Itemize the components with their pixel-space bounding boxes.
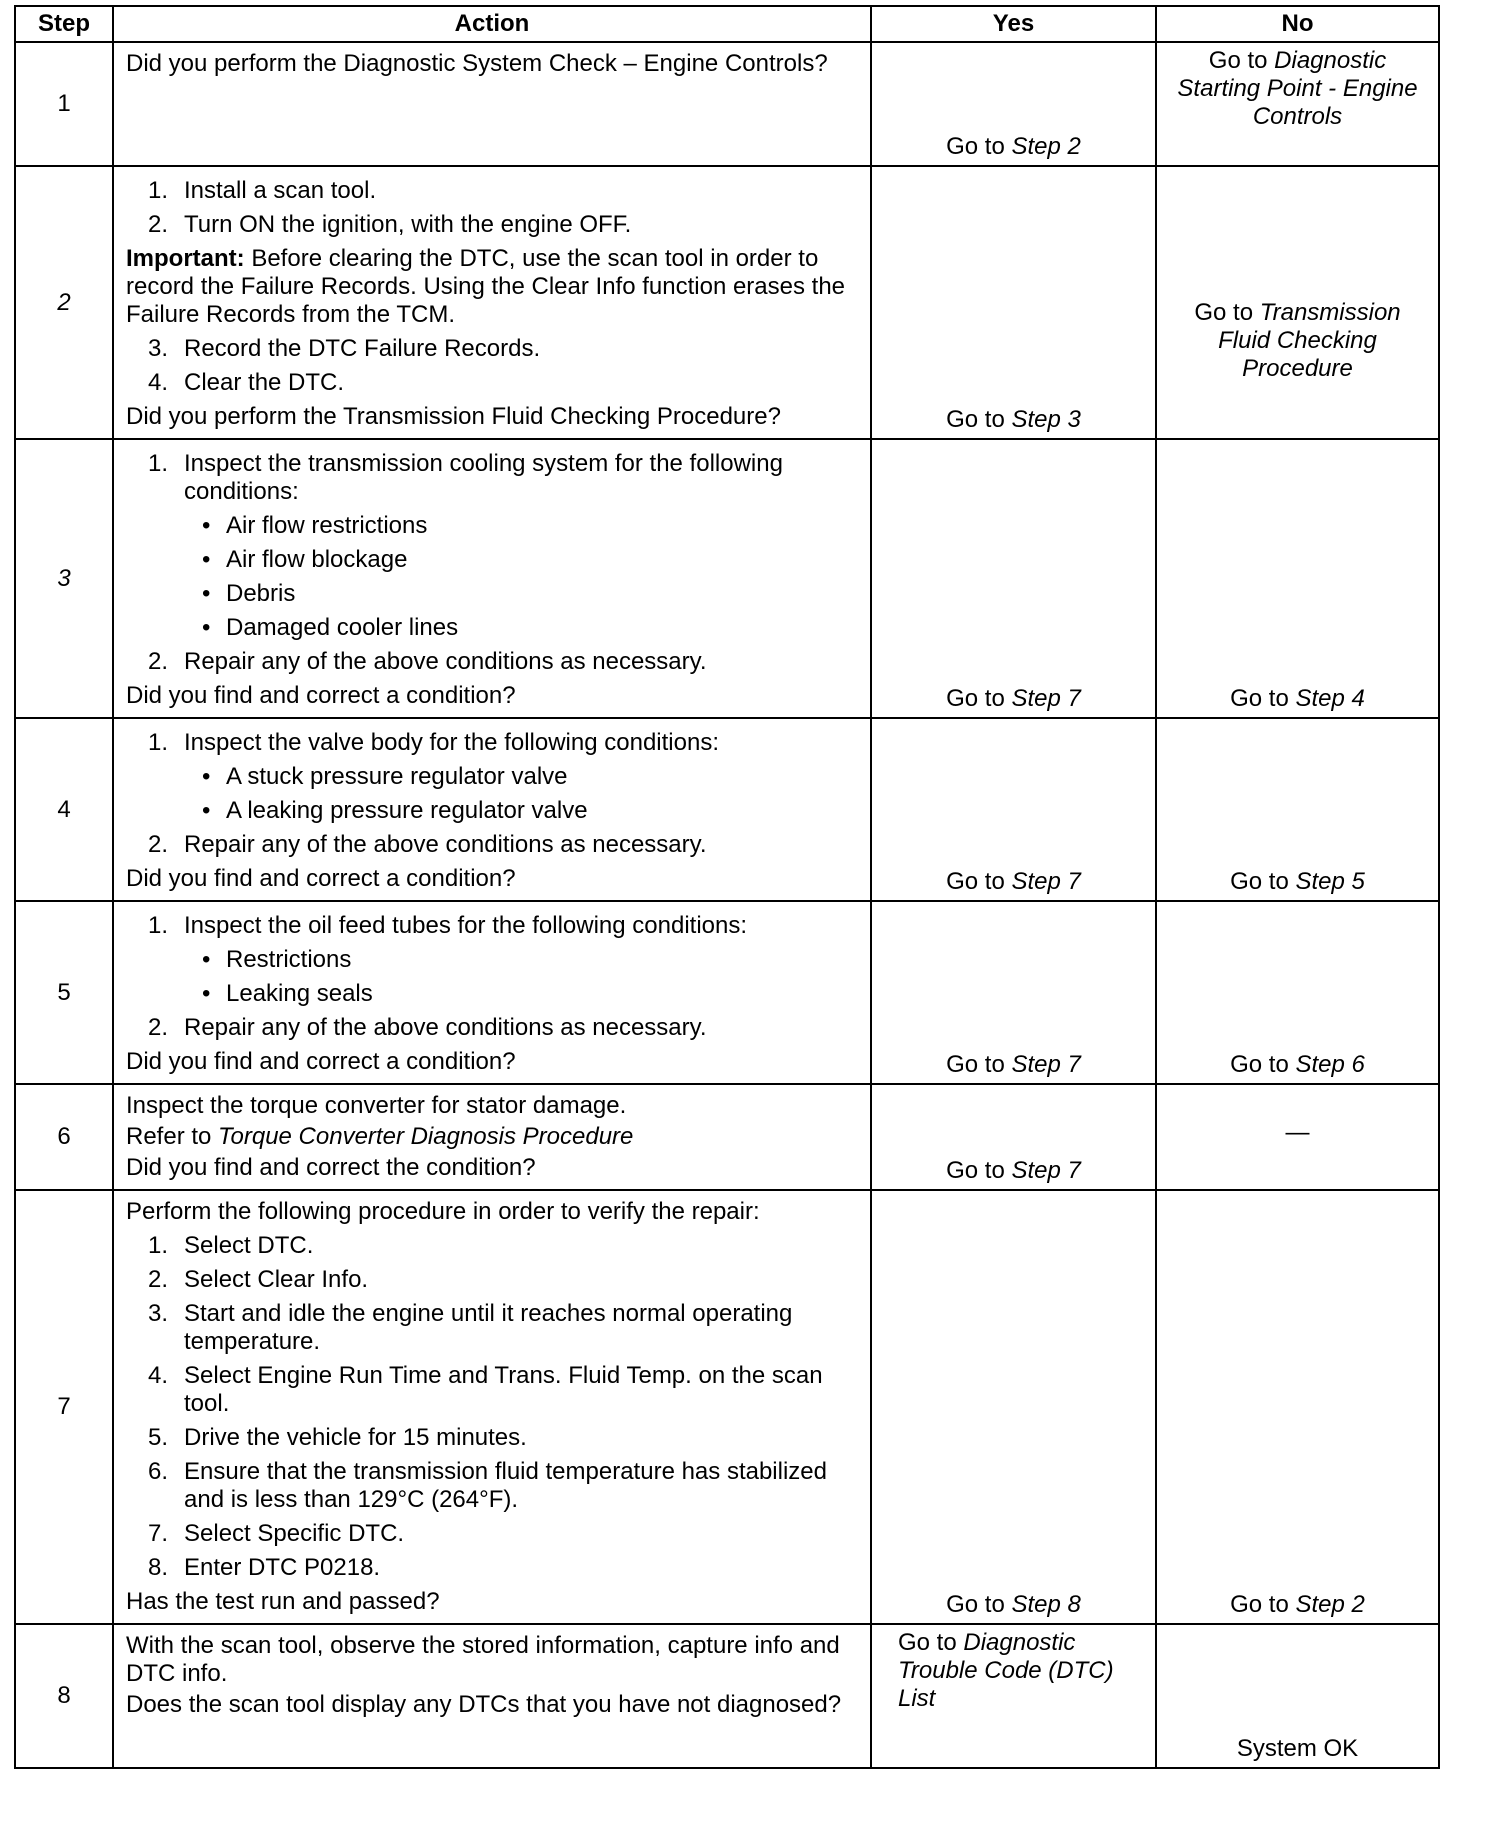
action-question: Did you perform the Transmission Fluid Checking Procedure? bbox=[126, 403, 781, 430]
action-item: 4. Clear the DTC. bbox=[148, 369, 345, 396]
yes-link[interactable] bbox=[872, 685, 1155, 713]
step-link[interactable]: Step 4 bbox=[1295, 685, 1365, 712]
bullet-item: • Leaking seals bbox=[202, 980, 373, 1007]
action-question: Did you perform the Diagnostic System Check – Engine Controls? bbox=[126, 50, 828, 77]
yes-cell bbox=[871, 439, 1156, 718]
action-cell bbox=[113, 901, 871, 1084]
no-link[interactable] bbox=[1157, 299, 1438, 383]
action-item: 2. Repair any of the above conditions as necessary. bbox=[148, 831, 707, 858]
go-to-text: Go to bbox=[898, 1629, 964, 1656]
action-cell bbox=[113, 42, 871, 166]
system-ok-text: System OK bbox=[1236, 1735, 1359, 1762]
action-question: Did you find and correct a condition? bbox=[126, 1048, 516, 1075]
action-item: 6. Ensure that the transmission fluid temperature has stabilized and is less than 129°C (264°F). bbox=[148, 1458, 827, 1513]
bullet-item: • Air flow blockage bbox=[202, 546, 408, 573]
step-number: 1 bbox=[15, 42, 113, 166]
header-yes: Yes bbox=[871, 6, 1156, 42]
go-to-text: Go to bbox=[1230, 1591, 1296, 1618]
step-number: 6 bbox=[15, 1084, 113, 1190]
action-item: 2. Repair any of the above conditions as necessary. bbox=[148, 1014, 707, 1041]
step-link[interactable]: Step 2 bbox=[1011, 133, 1081, 160]
table-row bbox=[15, 1624, 1439, 1768]
no-cell bbox=[1156, 901, 1439, 1084]
step-link[interactable]: Step 2 bbox=[1295, 1591, 1365, 1618]
go-to-text: Go to bbox=[1208, 47, 1275, 74]
yes-link[interactable] bbox=[872, 1157, 1155, 1185]
table-header-row bbox=[15, 6, 1439, 42]
go-to-text: Go to bbox=[1194, 299, 1260, 326]
go-to-text: Go to bbox=[1230, 685, 1296, 712]
action-text: Inspect the torque converter for stator damage. bbox=[126, 1092, 627, 1119]
procedure-link[interactable]: Torque Converter Diagnosis Procedure bbox=[218, 1123, 634, 1150]
bullet-item: • Damaged cooler lines bbox=[202, 614, 459, 641]
yes-link[interactable] bbox=[872, 1051, 1155, 1079]
step-link[interactable]: Step 3 bbox=[1011, 406, 1081, 433]
no-cell bbox=[1156, 1624, 1439, 1768]
table-row bbox=[15, 166, 1439, 439]
table-row bbox=[15, 439, 1439, 718]
no-cell bbox=[1156, 166, 1439, 439]
go-to-text: Go to bbox=[1230, 1051, 1296, 1078]
diagnostic-table bbox=[14, 5, 1440, 1769]
go-to-text: Go to bbox=[946, 133, 1012, 160]
no-link[interactable] bbox=[1157, 868, 1438, 896]
step-link[interactable]: Step 7 bbox=[1011, 868, 1081, 895]
procedure-link[interactable]: Diagnostic Starting Point - Engine Controls bbox=[1177, 47, 1418, 130]
no-link[interactable] bbox=[1157, 1051, 1438, 1079]
no-cell bbox=[1156, 1190, 1439, 1624]
action-question: Did you find and correct a condition? bbox=[126, 682, 516, 709]
action-item: 2. Repair any of the above conditions as necessary. bbox=[148, 648, 707, 675]
header-step: Step bbox=[15, 6, 113, 42]
important-label: Important: bbox=[126, 245, 245, 272]
yes-link[interactable] bbox=[872, 1591, 1155, 1619]
action-cell bbox=[113, 1624, 871, 1768]
action-question: Has the test run and passed? bbox=[126, 1588, 440, 1615]
action-text: With the scan tool, observe the stored information, capture info and DTC info. bbox=[126, 1632, 840, 1687]
action-item: 2. Select Clear Info. bbox=[148, 1266, 369, 1293]
go-to-text: Go to bbox=[1230, 868, 1296, 895]
step-number: 8 bbox=[15, 1624, 113, 1768]
step-link[interactable]: Step 6 bbox=[1295, 1051, 1365, 1078]
bullet-item: • A stuck pressure regulator valve bbox=[202, 763, 568, 790]
action-item: 2. Turn ON the ignition, with the engine OFF. bbox=[148, 211, 632, 238]
step-number: 4 bbox=[15, 718, 113, 901]
action-item: 1. Inspect the transmission cooling system for the following conditions: bbox=[148, 450, 783, 505]
yes-cell bbox=[871, 1084, 1156, 1190]
action-cell bbox=[113, 1084, 871, 1190]
yes-link[interactable] bbox=[872, 133, 1155, 161]
table-row bbox=[15, 42, 1439, 166]
action-cell bbox=[113, 1190, 871, 1624]
table-row bbox=[15, 1190, 1439, 1624]
action-item: 1. Install a scan tool. bbox=[148, 177, 377, 204]
step-number: 5 bbox=[15, 901, 113, 1084]
go-to-text: Go to bbox=[946, 868, 1012, 895]
step-number: 2 bbox=[15, 166, 113, 439]
table-row bbox=[15, 1084, 1439, 1190]
action-item: 3. Start and idle the engine until it reaches normal operating temperature. bbox=[148, 1300, 793, 1355]
action-item: 1. Inspect the oil feed tubes for the following conditions: bbox=[148, 912, 748, 939]
action-question: Did you find and correct a condition? bbox=[126, 865, 516, 892]
action-intro: Perform the following procedure in order to verify the repair: bbox=[126, 1198, 760, 1225]
go-to-text: Go to bbox=[946, 685, 1012, 712]
yes-cell bbox=[871, 901, 1156, 1084]
bullet-item: • Restrictions bbox=[202, 946, 352, 973]
no-link[interactable] bbox=[1157, 43, 1438, 135]
action-cell bbox=[113, 166, 871, 439]
action-item: 1. Select DTC. bbox=[148, 1232, 314, 1259]
yes-cell bbox=[871, 1190, 1156, 1624]
go-to-text: Go to bbox=[946, 1051, 1012, 1078]
step-link[interactable]: Step 7 bbox=[1011, 1157, 1081, 1184]
step-number: 7 bbox=[15, 1190, 113, 1624]
bullet-item: • Debris bbox=[202, 580, 296, 607]
yes-cell bbox=[871, 42, 1156, 166]
action-question: Did you find and correct the condition? bbox=[126, 1154, 536, 1181]
table-row bbox=[15, 901, 1439, 1084]
step-link[interactable]: Step 8 bbox=[1011, 1591, 1081, 1618]
bullet-item: • Air flow restrictions bbox=[202, 512, 428, 539]
no-link[interactable] bbox=[1157, 685, 1438, 713]
step-number: 3 bbox=[15, 439, 113, 718]
important-note bbox=[126, 245, 860, 329]
bullet-item: • A leaking pressure regulator valve bbox=[202, 797, 588, 824]
yes-link[interactable] bbox=[872, 1625, 1155, 1717]
step-link[interactable]: Step 7 bbox=[1011, 1051, 1081, 1078]
action-cell bbox=[113, 439, 871, 718]
yes-link[interactable] bbox=[872, 406, 1155, 434]
header-no: No bbox=[1156, 6, 1439, 42]
step-link[interactable]: Step 7 bbox=[1011, 685, 1081, 712]
go-to-text: Go to bbox=[946, 1157, 1012, 1184]
yes-cell bbox=[871, 166, 1156, 439]
step-link[interactable]: Step 5 bbox=[1295, 868, 1365, 895]
important-text: Before clearing the DTC, use the scan tool in order to record the Failure Records. Using the Clear Info function erases the Failure Records from the TCM. bbox=[126, 245, 846, 328]
yes-cell bbox=[871, 718, 1156, 901]
action-item: 7. Select Specific DTC. bbox=[148, 1520, 405, 1547]
action-item: 8. Enter DTC P0218. bbox=[148, 1554, 381, 1581]
no-cell bbox=[1156, 718, 1439, 901]
no-cell bbox=[1156, 1084, 1439, 1190]
table-row bbox=[15, 718, 1439, 901]
refer-text: Refer to Torque Converter Diagnosis Procedure bbox=[126, 1123, 634, 1150]
procedure-link[interactable]: Diagnostic Trouble Code (DTC) List bbox=[898, 1629, 1114, 1712]
go-to-text: Go to bbox=[946, 406, 1012, 433]
header-action: Action bbox=[113, 6, 871, 42]
action-item: 4. Select Engine Run Time and Trans. Fluid Temp. on the scan tool. bbox=[148, 1362, 823, 1417]
no-cell bbox=[1156, 42, 1439, 166]
action-cell bbox=[113, 718, 871, 901]
no-dash: — bbox=[1285, 1119, 1310, 1146]
action-item: 1. Inspect the valve body for the following conditions: bbox=[148, 729, 719, 756]
go-to-text: Go to bbox=[946, 1591, 1012, 1618]
yes-link[interactable] bbox=[872, 868, 1155, 896]
action-item: 5. Drive the vehicle for 15 minutes. bbox=[148, 1424, 527, 1451]
action-item: 3. Record the DTC Failure Records. bbox=[148, 335, 541, 362]
no-link[interactable] bbox=[1157, 1591, 1438, 1619]
yes-cell bbox=[871, 1624, 1156, 1768]
procedure-link[interactable]: Transmission Fluid Checking Procedure bbox=[1218, 299, 1401, 382]
action-question: Does the scan tool display any DTCs that you have not diagnosed? bbox=[126, 1691, 842, 1718]
no-cell bbox=[1156, 439, 1439, 718]
